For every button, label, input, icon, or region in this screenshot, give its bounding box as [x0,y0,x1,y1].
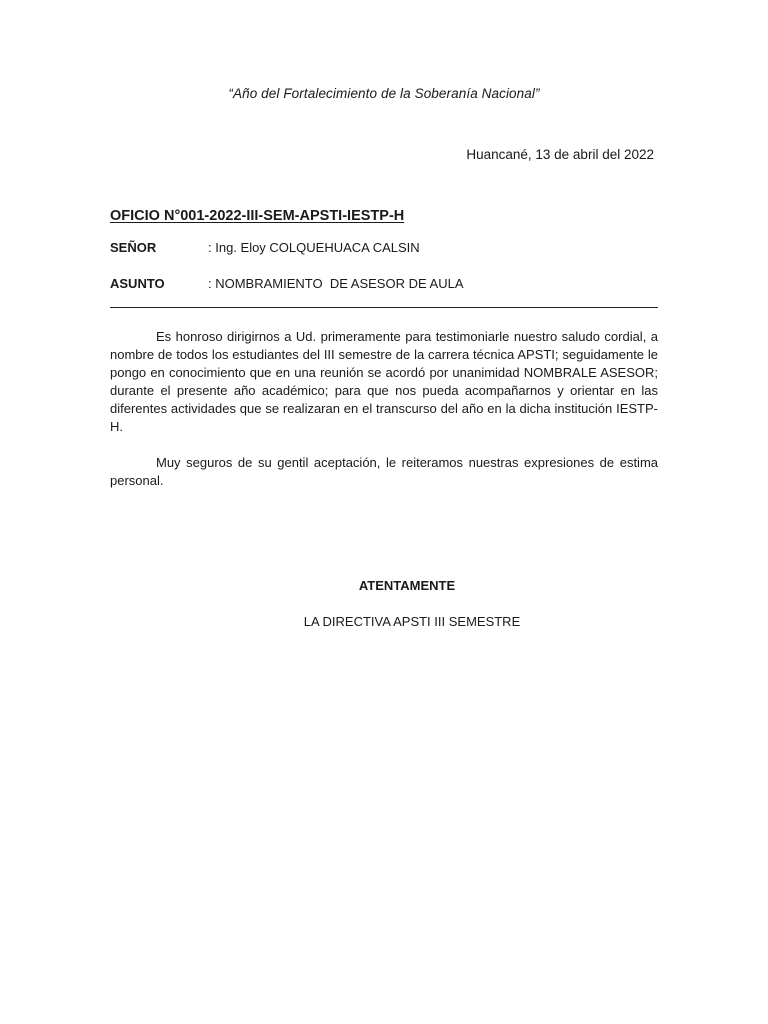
subject-row [110,276,464,291]
subject-label: ASUNTO [110,276,165,291]
recipient-row [110,240,420,255]
recipient-label: SEÑOR [110,240,157,255]
subject-value: : NOMBRAMIENTO DE ASESOR DE AULA [208,276,464,291]
oficio-number-heading: OFICIO N°001-2022-III-SEM-APSTI-IESTP-H [110,208,405,224]
place-date-line: Huancané, 13 de abril del 2022 [466,147,654,162]
closing-salutation: ATENTAMENTE [358,578,456,593]
body-paragraph-1: Es honroso dirigirnos a Ud. primeramente para testimoniarle nuestro saludo cordial, a nombre de todos los estudiantes del III semestre de la carrera técnica APSTI; seguidamente le pongo en conocimiento que en una reunión se acordó por unanimidad NOMBRALE ASESOR; durante el presente año académico; para que nos pueda acompañarnos y orientar en las diferentes actividades que se realizaran en el transcurso del año en la dicha institución IESTP-H. [110,329,658,434]
recipient-value: : Ing. Eloy COLQUEHUACA CALSIN [208,240,420,255]
header-divider-line [110,307,658,308]
body-paragraph-2: Muy seguros de su gentil aceptación, le reiteramos nuestras expresiones de estima personal. [110,455,658,488]
year-motto: “Año del Fortalecimiento de la Soberanía Nacional” [228,86,540,101]
signer-name: LA DIRECTIVA APSTI III SEMESTRE [303,614,521,629]
